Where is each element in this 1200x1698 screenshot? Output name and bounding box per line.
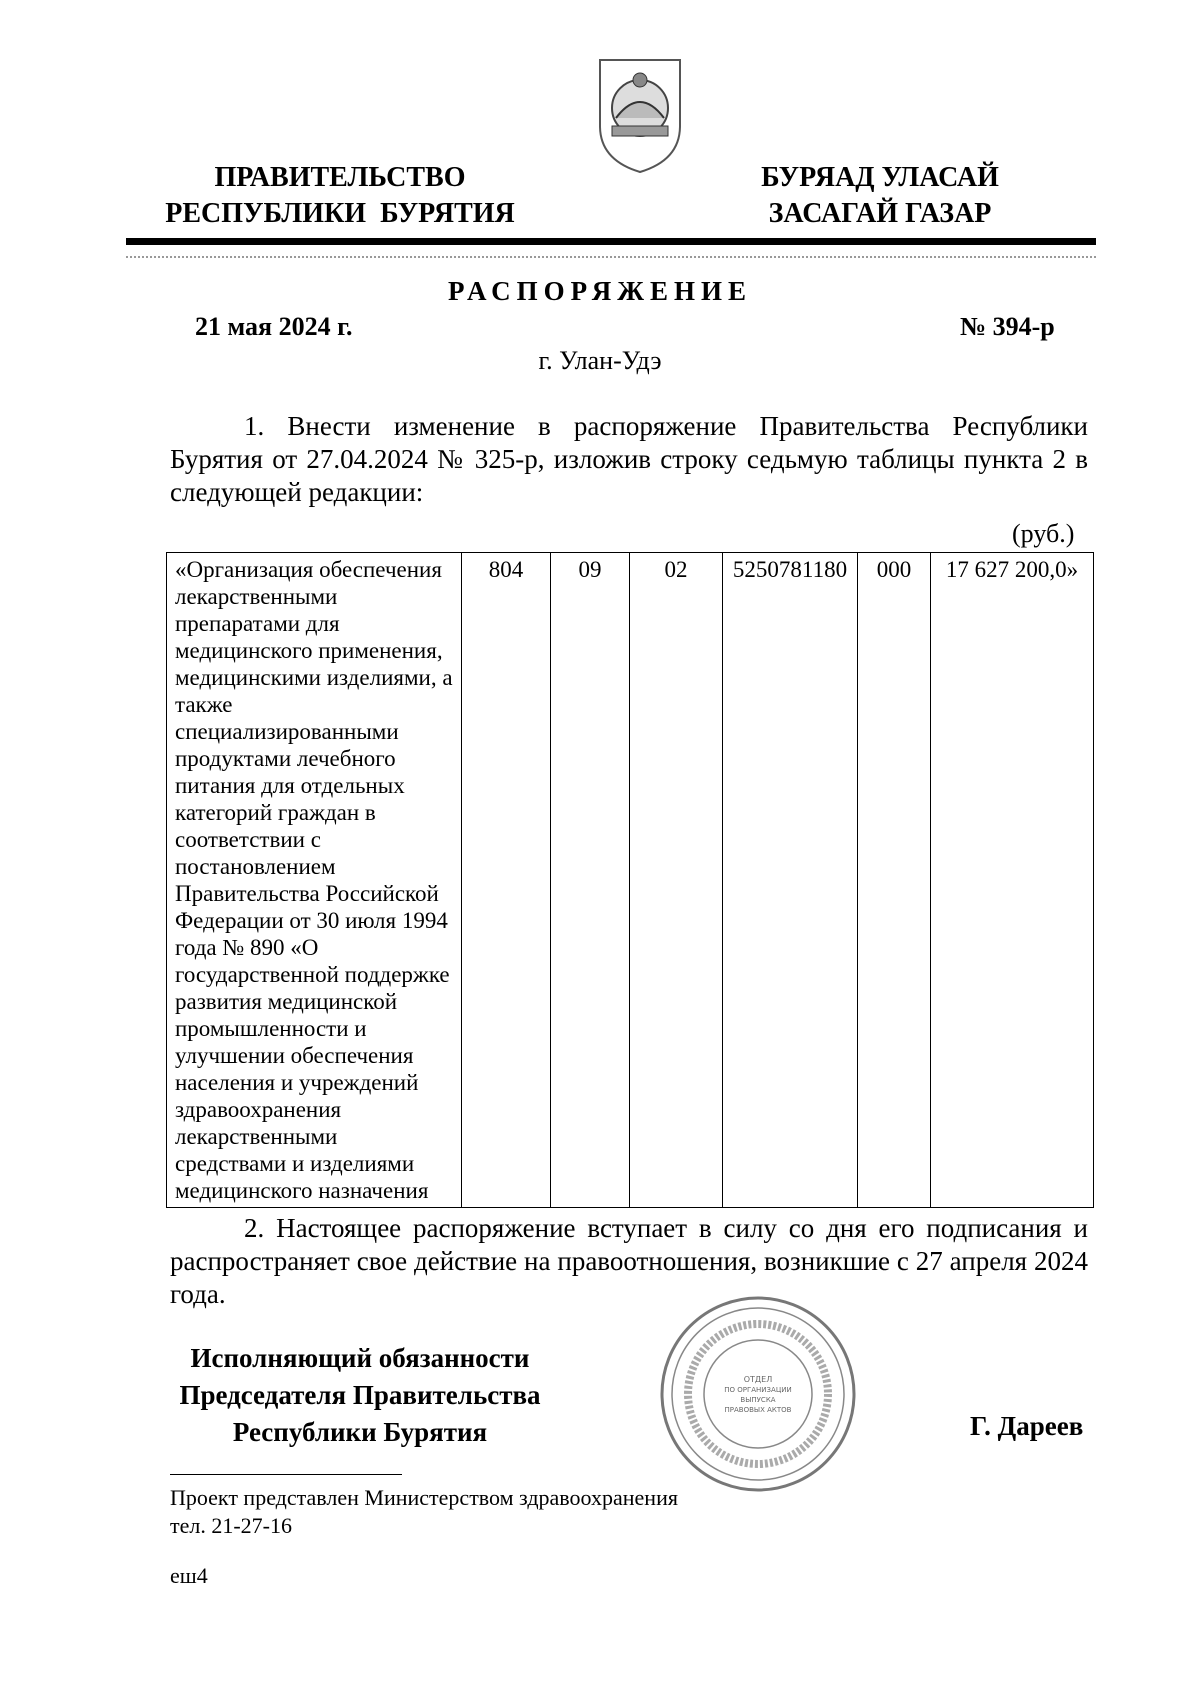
table-cell-subsection: 02 [630, 553, 723, 1208]
header-left-line2: РЕСПУБЛИКИ БУРЯТИЯ [165, 198, 515, 229]
footer-project-line: Проект представлен Министерством здравоохранения [170, 1485, 678, 1510]
paragraph-2-text: 2. Настоящее распоряжение вступает в силу со дня его подписания и распространяет свое действие на правоотношения, возникшие с 27 апреля 2024 года. [170, 1213, 1088, 1309]
document-city: г. Улан-Удэ [538, 346, 662, 375]
header-right [735, 160, 1025, 232]
document-number: № 394-р [960, 312, 1055, 341]
svg-text:ПРАВОВЫХ АКТОВ: ПРАВОВЫХ АКТОВ [724, 1406, 792, 1414]
signature-title [160, 1340, 560, 1451]
table-cell-description: «Организация обеспечения лекарственными препаратами для медицинского применения, медицинскими изделиями, а также специализированными продуктами лечебного питания для отдельных категорий граждан в соответствии с постановлением Правительства Российской Федерации от 30 июля 1994 года № 890 «О государственной поддержке развития медицинской промышленности и улучшении обеспечения населения и учреждений здравоохранения лекарственными средствами и изделиями медицинского назначения [167, 553, 462, 1208]
table-cell-target-code: 5250781180 [723, 553, 858, 1208]
signatory-name: Г. Дареев [970, 1411, 1084, 1441]
svg-text:ПО ОРГАНИЗАЦИИ: ПО ОРГАНИЗАЦИИ [724, 1386, 792, 1394]
header-right-line1: БУРЯАД УЛАСАЙ [761, 162, 999, 193]
header-divider-thin [126, 256, 1096, 258]
official-seal-stamp [658, 1294, 858, 1494]
budget-table [166, 552, 1094, 1208]
svg-text:ОТДЕЛ: ОТДЕЛ [743, 1375, 773, 1384]
signature-line3: Республики Бурятия [232, 1417, 488, 1447]
paragraph-1-text: 1. Внести изменение в распоряжение Правительства Республики Бурятия от 27.04.2024 № 325-р, изложив строку седьмую таблицы пункта 2 в следующей редакции: [170, 411, 1088, 507]
coat-of-arms-emblem [594, 56, 686, 174]
table-cell-ministry-code: 804 [462, 553, 551, 1208]
document-type: РАСПОРЯЖЕНИЕ [447, 276, 753, 306]
header-divider-thick [126, 238, 1096, 245]
footer-phone: тел. 21-27-16 [170, 1513, 293, 1538]
table-cell-expense-type: 000 [858, 553, 931, 1208]
footer-code: еш4 [170, 1563, 208, 1588]
header-left [150, 160, 530, 232]
header-left-line1: ПРАВИТЕЛЬСТВО [214, 162, 466, 193]
table-unit: (руб.) [1012, 519, 1075, 548]
signature-line1: Исполняющий обязанности [190, 1343, 530, 1373]
table-cell-amount: 17 627 200,0» [931, 553, 1094, 1208]
table-cell-section: 09 [551, 553, 630, 1208]
footnote-divider [170, 1474, 402, 1475]
paragraph-2 [170, 1212, 1088, 1311]
document-date: 21 мая 2024 г. [195, 312, 353, 341]
signature-line2: Председателя Правительства [179, 1380, 541, 1410]
table-row [167, 553, 1094, 1208]
paragraph-1 [170, 410, 1088, 509]
svg-text:ВЫПУСКА: ВЫПУСКА [740, 1396, 776, 1404]
header-right-line2: ЗАСАГАЙ ГАЗАР [768, 198, 992, 229]
